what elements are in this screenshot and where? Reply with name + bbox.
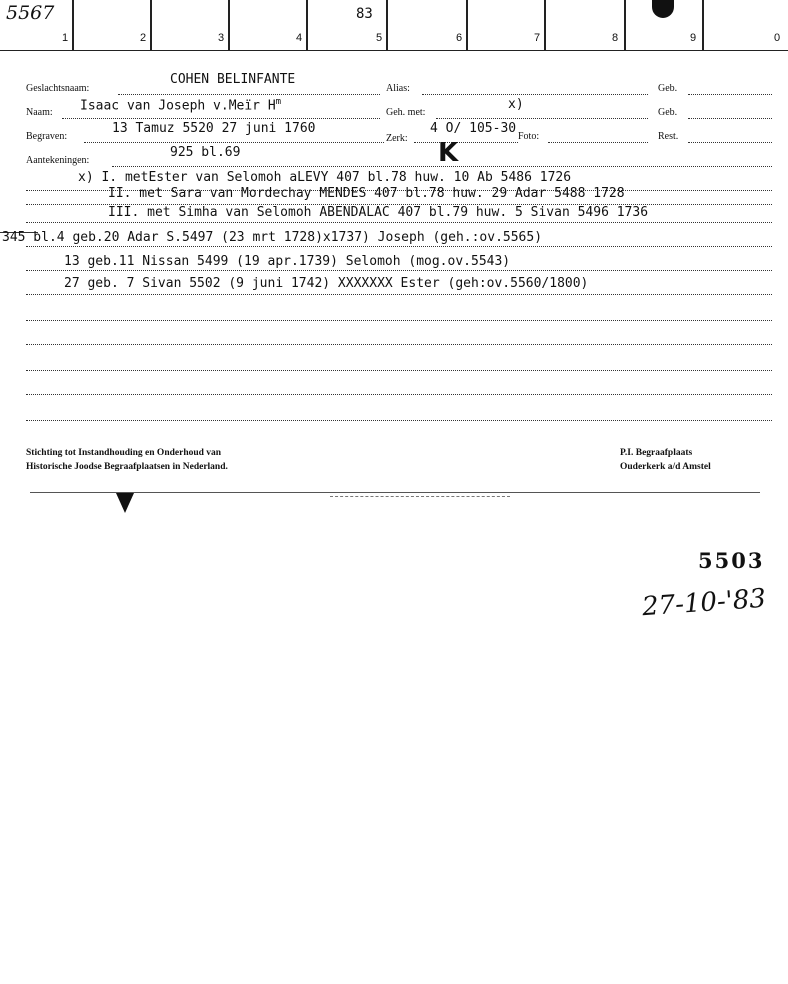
column-divider: [386, 0, 388, 50]
note-line: 345 bl.4 geb.20 Adar S.5497 (23 mrt 1728)x1737) Joseph (geh.:ov.5565): [2, 230, 543, 245]
stamp-number: 5503: [698, 548, 765, 573]
field-dots: [688, 94, 772, 95]
field-dots: [62, 118, 380, 119]
burial-date: 13 Tamuz 5520 27 juni 1760: [112, 121, 316, 136]
surname-value: COHEN BELINFANTE: [170, 72, 296, 87]
column-number: 5: [376, 32, 383, 44]
note-line: III. met Simha van Selomoh ABENDALAC 407 bl.79 huw. 5 Sivan 5496 1736: [108, 205, 649, 220]
note-line-dots: [26, 222, 772, 223]
foto-label: Foto:: [518, 131, 540, 142]
alias-label: Alias:: [386, 83, 410, 94]
note-line-dots: [26, 294, 772, 295]
footer-foundation-line: Historische Joodse Begraafplaatsen in Nederland.: [26, 462, 228, 472]
footer-cemetery: [620, 446, 711, 474]
surname-label: Geslachtsnaam:: [26, 83, 90, 94]
strip-written-number: 83: [356, 6, 373, 22]
geb-label: Geb.: [658, 83, 678, 94]
column-number: 7: [534, 32, 541, 44]
note-line-dots: [26, 344, 772, 345]
column-number: 3: [218, 32, 225, 44]
column-divider: [544, 0, 546, 50]
note-line-dots: [26, 420, 772, 421]
column-number: 8: [612, 32, 619, 44]
note-line: II. met Sara van Mordechay MENDES 407 bl.78 huw. 29 Adar 5488 1728: [108, 186, 625, 201]
field-dots: [414, 142, 518, 143]
note-line: 13 geb.11 Nissan 5499 (19 apr.1739) Selomoh (mog.ov.5543): [64, 254, 511, 269]
handwritten-k-mark: K: [438, 138, 459, 168]
name-label: Naam:: [26, 107, 53, 118]
field-dots: [688, 118, 772, 119]
punch-mark-icon: [652, 0, 674, 18]
column-number: 9: [690, 32, 697, 44]
field-dots: [548, 142, 648, 143]
notes-reference: 925 bl.69: [170, 145, 241, 160]
field-dots: [84, 142, 384, 143]
column-number: 0: [774, 32, 781, 44]
column-divider: [72, 0, 74, 50]
rest-label: Rest.: [658, 131, 679, 142]
column-divider: [702, 0, 704, 50]
scan-artifact-line: [330, 496, 510, 497]
field-dots: [422, 94, 648, 95]
note-line-dots: [26, 370, 772, 371]
note-line-dots: [26, 320, 772, 321]
column-divider: [228, 0, 230, 50]
footer-cemetery-line: P.I. Begraafplaats: [620, 448, 693, 458]
corner-number: 5567: [6, 2, 55, 24]
column-divider: [624, 0, 626, 50]
column-number: 2: [140, 32, 147, 44]
note-line: 27 geb. 7 Sivan 5502 (9 juni 1742) XXXXXXX Ester (geh:ov.5560/1800): [64, 276, 589, 291]
card-bottom-edge: [30, 492, 760, 493]
notes-label: Aantekeningen:: [26, 155, 90, 166]
note-line-dots: [26, 394, 772, 395]
column-number: 1: [62, 32, 69, 44]
note-line: x) I. metEster van Selomoh aLEVY 407 bl.78 huw. 10 Ab 5486 1726: [78, 170, 572, 185]
punch-triangle-icon: [116, 493, 134, 513]
column-number: 6: [456, 32, 463, 44]
field-dots: [118, 94, 380, 95]
column-number: 4: [296, 32, 303, 44]
married-mark: x): [508, 97, 524, 112]
handwritten-date: 27-10-'83: [641, 583, 767, 623]
zerk-value: 4 O/ 105-30: [430, 121, 517, 136]
column-divider: [466, 0, 468, 50]
column-divider: [150, 0, 152, 50]
field-dots: [436, 118, 648, 119]
footer-foundation-line: Stichting tot Instandhouding en Onderhoud van: [26, 448, 222, 458]
name-value: Isaac van Joseph v.Meïr $H^m$: [80, 97, 282, 114]
column-strip: [0, 0, 788, 51]
field-dots: [688, 142, 772, 143]
geb-label-2: Geb.: [658, 107, 678, 118]
footer-foundation: [26, 446, 228, 474]
burial-label: Begraven:: [26, 131, 68, 142]
column-divider: [306, 0, 308, 50]
zerk-label: Zerk:: [386, 133, 408, 144]
married-label: Geh. met:: [386, 107, 426, 118]
note-line-dots: [26, 246, 772, 247]
footer-cemetery-line: Ouderkerk a/d Amstel: [620, 462, 711, 472]
note-line-dots: [26, 270, 772, 271]
